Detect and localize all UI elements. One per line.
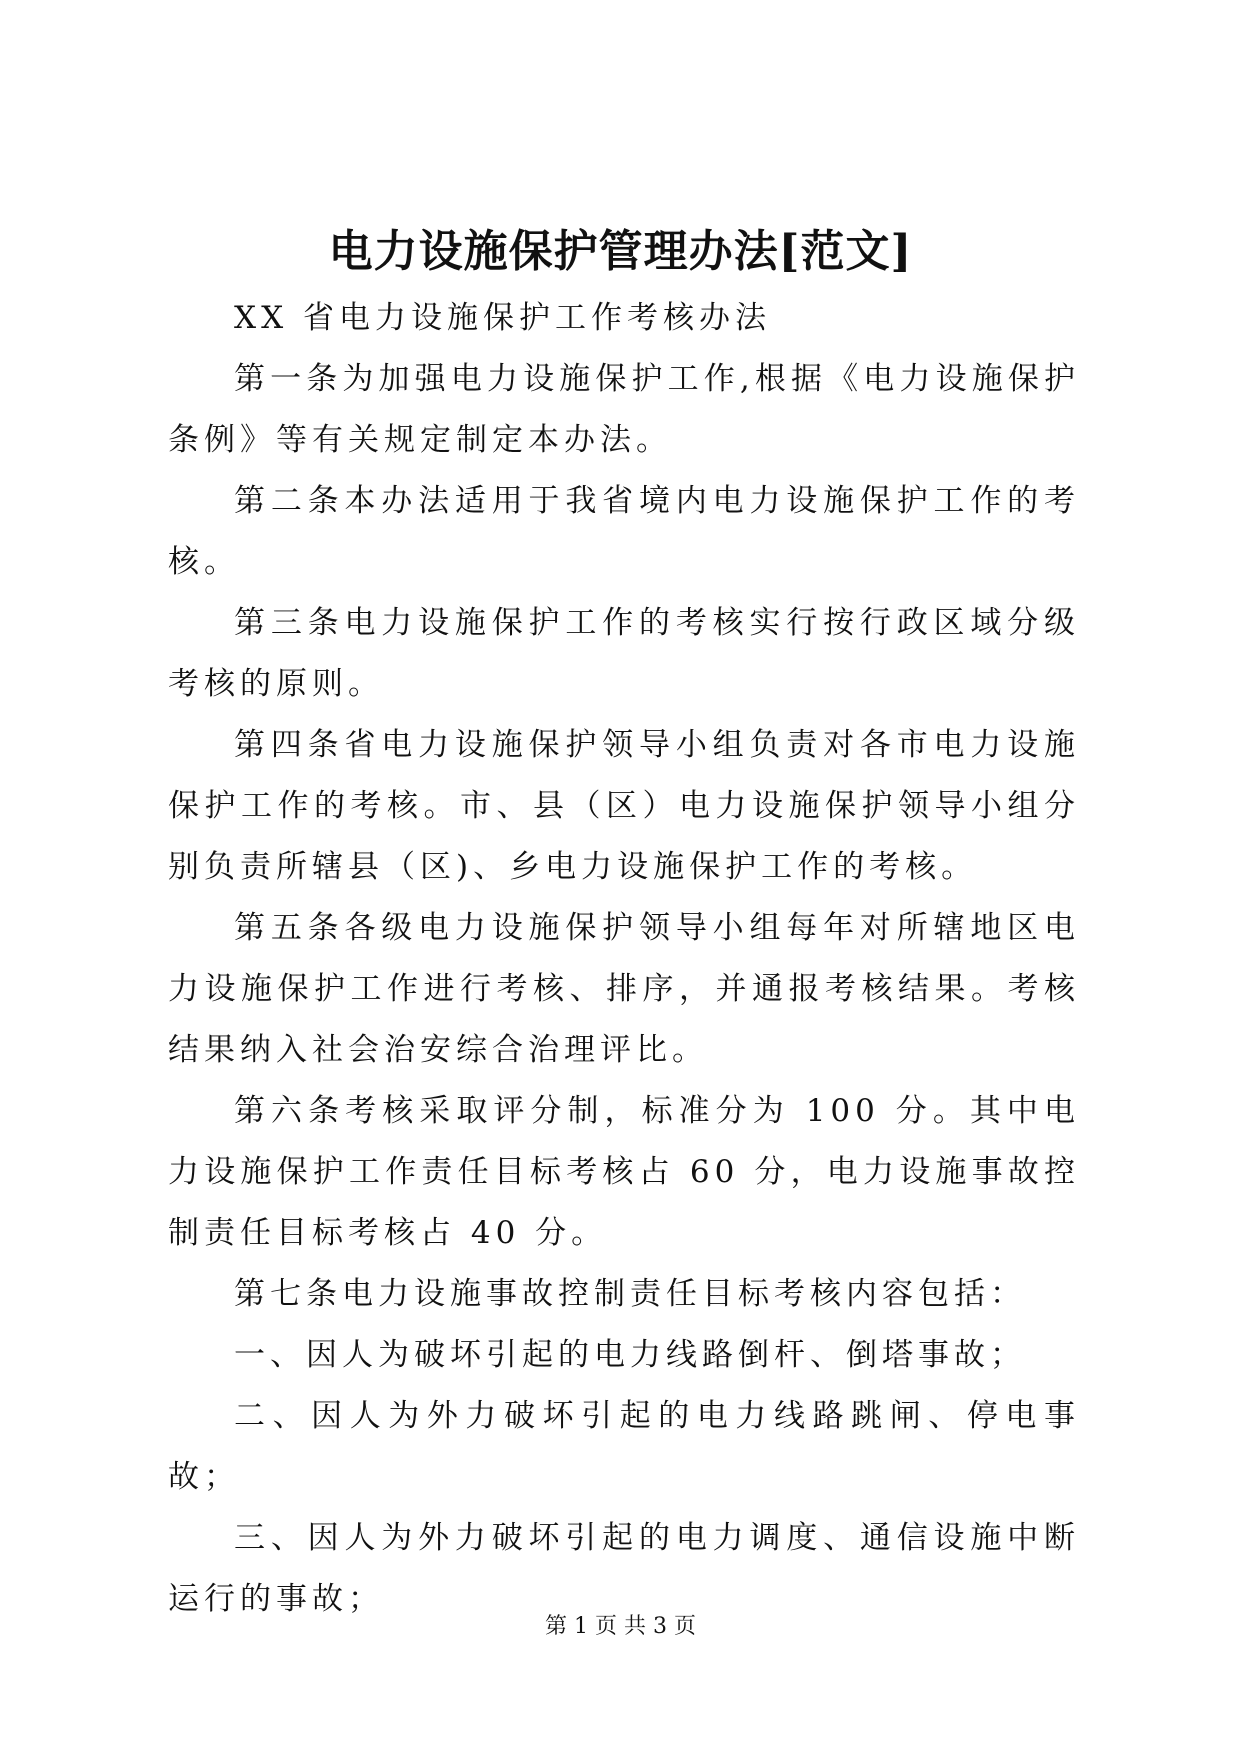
paragraph-article-5: 第五条各级电力设施保护领导小组每年对所辖地区电力设施保护工作进行考核、排序，并通报考核结果。考核结果纳入社会治安综合治理评比。	[168, 910, 1080, 1068]
page-number-footer: 第 1 页 共 3 页	[545, 1614, 696, 1639]
list-item-2: 二、因人为外力破坏引起的电力线路跳闸、停电事故；	[168, 1398, 1080, 1495]
document-title: 电力设施保护管理办法[范文]	[328, 226, 913, 277]
paragraph-article-6: 第六条考核采取评分制，标准分为 100 分。其中电力设施保护工作责任目标考核占 60 分，电力设施事故控制责任目标考核占 40 分。	[168, 1093, 1080, 1251]
paragraph-article-4: 第四条省电力设施保护领导小组负责对各市电力设施保护工作的考核。市、县（区）电力设施保护领导小组分别负责所辖县（区)、乡电力设施保护工作的考核。	[168, 727, 1080, 885]
document-body	[168, 288, 1080, 1630]
list-item-3: 三、因人为外力破坏引起的电力调度、通信设施中断运行的事故；	[168, 1520, 1080, 1617]
paragraph-article-1: 第一条为加强电力设施保护工作,根据《电力设施保护条例》等有关规定制定本办法。	[168, 361, 1080, 458]
list-item-1: 一、因人为破坏引起的电力线路倒杆、倒塔事故；	[234, 1337, 1026, 1373]
paragraph-article-2: 第二条本办法适用于我省境内电力设施保护工作的考核。	[168, 483, 1080, 580]
paragraph-article-3: 第三条电力设施保护工作的考核实行按行政区域分级考核的原则。	[168, 605, 1080, 702]
paragraph-article-7: 第七条电力设施事故控制责任目标考核内容包括：	[234, 1276, 1026, 1312]
paragraph-heading: XX 省电力设施保护工作考核办法	[234, 300, 771, 336]
